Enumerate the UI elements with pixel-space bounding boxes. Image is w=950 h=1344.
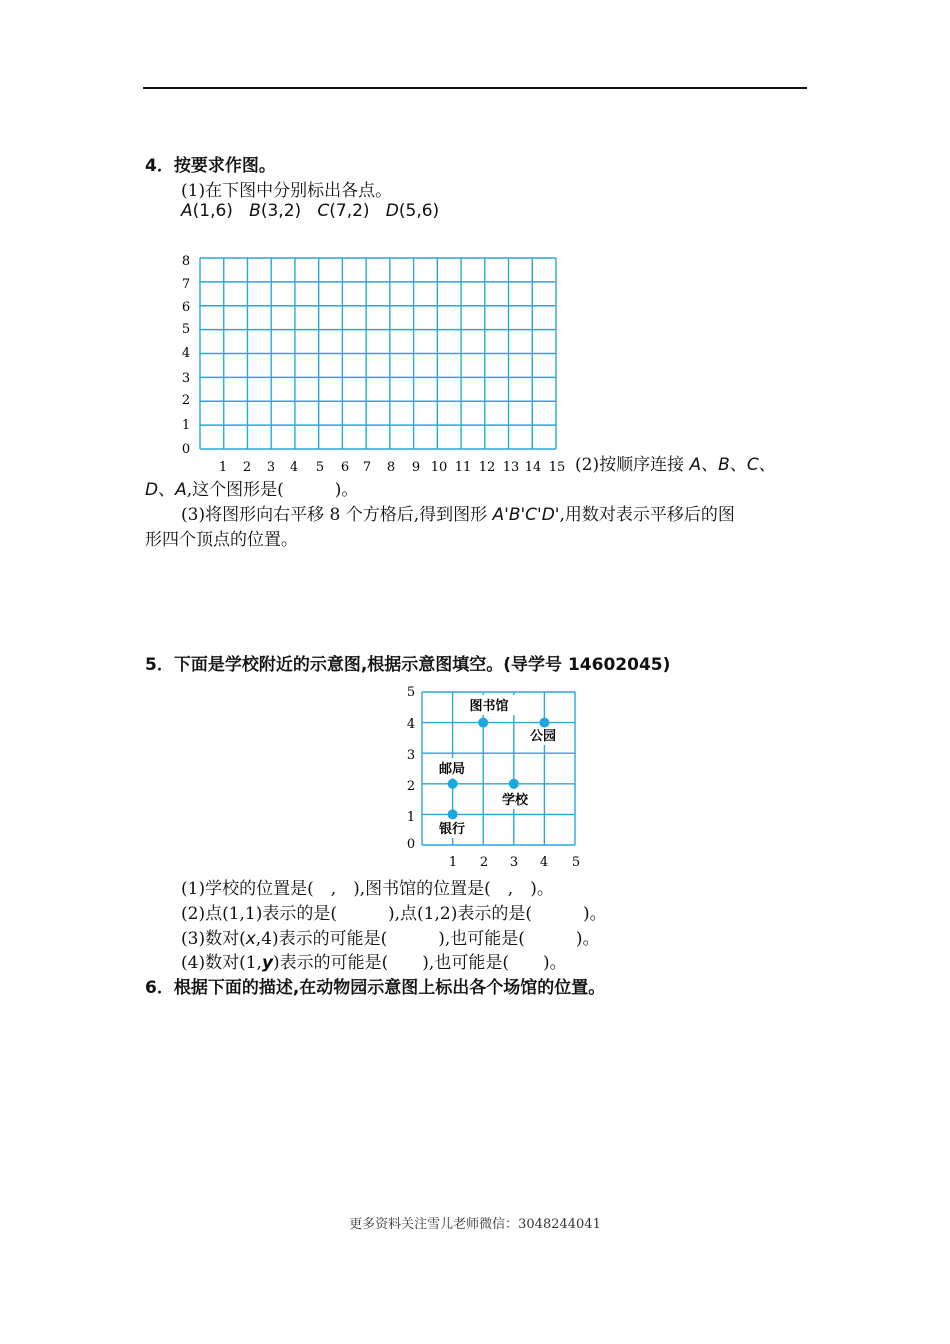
x-label: 2 <box>242 460 252 475</box>
y-label: 5 <box>181 322 191 337</box>
y-label: 8 <box>181 254 191 269</box>
q5-map <box>395 680 590 872</box>
q4-part3-text: (3)将图形向右平移 8 个方格后,得到图形 <box>181 505 493 525</box>
y-label: 6 <box>181 300 191 315</box>
y-label: 5 <box>406 685 416 700</box>
q5-line3-var: x <box>245 929 256 949</box>
y-label: 7 <box>181 277 191 292</box>
point-c-name: C <box>317 201 330 221</box>
q4-grid-lines <box>200 258 556 449</box>
x-label: 1 <box>218 460 228 475</box>
x-label: 5 <box>315 460 325 475</box>
y-label: 4 <box>406 717 416 732</box>
x-label: 1 <box>448 855 458 870</box>
q5-line4-b: )表示的可能是( ),也可能是( )。 <box>273 953 567 973</box>
place-label-library: 图书馆 <box>469 699 509 714</box>
footer: 更多资料关注雪儿老师微信：3048244041 <box>349 1217 601 1232</box>
q4-points-row <box>181 201 439 221</box>
x-label: 4 <box>539 855 549 870</box>
sep: 、 <box>758 455 776 475</box>
q5-line3 <box>181 924 600 949</box>
x-label: 3 <box>509 855 519 870</box>
q5-line2: (2)点(1,1)表示的是( ),点(1,2)表示的是( )。 <box>181 904 607 924</box>
x-label: 8 <box>386 460 396 475</box>
top-rule <box>143 87 807 89</box>
place-dot <box>539 718 549 728</box>
sep: 、 <box>701 455 719 475</box>
seq-3: C <box>746 455 759 475</box>
y-label: 0 <box>406 837 416 852</box>
point-b-name: B <box>249 201 261 221</box>
x-label: 14 <box>524 460 542 475</box>
q4-x-labels <box>219 460 565 475</box>
x-label: 5 <box>571 855 581 870</box>
y-label: 1 <box>181 418 191 433</box>
y-label: 0 <box>181 442 191 457</box>
x-label: 12 <box>478 460 496 475</box>
q4-part3-line2: 形四个顶点的位置。 <box>145 530 298 550</box>
x-label: 2 <box>479 855 489 870</box>
place-label-park: 公园 <box>529 729 557 744</box>
x-label: 15 <box>548 460 566 475</box>
point-c-coord: (7,2) <box>329 201 370 221</box>
q5-line4-var: y <box>261 953 274 973</box>
q6-title: 6．根据下面的描述,在动物园示意图上标出各个场馆的位置。 <box>145 978 606 998</box>
x-label: 11 <box>454 460 472 475</box>
q4-part3-line1 <box>181 500 735 525</box>
q4-part2-text: (2)按顺序连接 <box>575 455 685 475</box>
seq-1: A <box>689 455 702 475</box>
x-label: 6 <box>340 460 350 475</box>
q5-line4 <box>181 948 567 973</box>
point-a-coord: (1,6) <box>192 201 233 221</box>
y-label: 2 <box>181 393 191 408</box>
x-label: 7 <box>362 460 372 475</box>
place-label-school: 学校 <box>501 793 529 808</box>
q4-part2-line1 <box>575 450 776 475</box>
q4-title: 4．按要求作图。 <box>145 156 276 176</box>
place-dot <box>448 779 458 789</box>
q5-line1: (1)学校的位置是( , ),图书馆的位置是( , )。 <box>181 879 554 899</box>
q4-part3-shape: A'B'C'D' <box>492 505 560 525</box>
place-dot <box>448 809 458 819</box>
q5-title: 5．下面是学校附近的示意图,根据示意图填空。(导学号 14602045) <box>145 655 671 675</box>
y-label: 4 <box>181 346 191 361</box>
q4-part2-answer: ,这个图形是( )。 <box>186 480 359 500</box>
point-a-name: A <box>181 201 193 221</box>
place-label-post-office: 邮局 <box>438 762 466 777</box>
place-dot <box>478 718 488 728</box>
point-d-name: D <box>385 201 399 221</box>
x-label: 3 <box>266 460 276 475</box>
seq-5: A <box>175 480 187 500</box>
q5-line3-a: (3)数对( <box>181 929 246 949</box>
point-b-coord: (3,2) <box>260 201 302 221</box>
q4-part3-text2: ,用数对表示平移后的图 <box>559 505 735 525</box>
q5-y-labels <box>407 685 415 852</box>
seq-2: B <box>718 455 730 475</box>
y-label: 3 <box>181 371 191 386</box>
q4-part2-line2 <box>145 475 358 500</box>
place-dot <box>509 779 519 789</box>
y-label: 1 <box>406 810 416 825</box>
q4-grid[interactable] <box>170 248 575 478</box>
point-d-coord: (5,6) <box>398 201 440 221</box>
q5-line4-a: (4)数对(1, <box>181 953 262 973</box>
place-label-bank: 银行 <box>438 822 466 837</box>
y-label: 2 <box>406 779 416 794</box>
x-label: 13 <box>502 460 520 475</box>
y-label: 3 <box>406 748 416 763</box>
sep: 、 <box>729 455 747 475</box>
seq-4: D <box>145 480 159 500</box>
x-label: 4 <box>289 460 299 475</box>
q5-x-labels <box>449 855 580 870</box>
q4-y-labels <box>182 254 190 457</box>
q4-part1: (1)在下图中分别标出各点。 <box>181 181 393 201</box>
q5-line3-b: ,4)表示的可能是( ),也可能是( )。 <box>255 929 600 949</box>
x-label: 9 <box>411 460 421 475</box>
sep: 、 <box>158 480 176 500</box>
x-label: 10 <box>430 460 448 475</box>
